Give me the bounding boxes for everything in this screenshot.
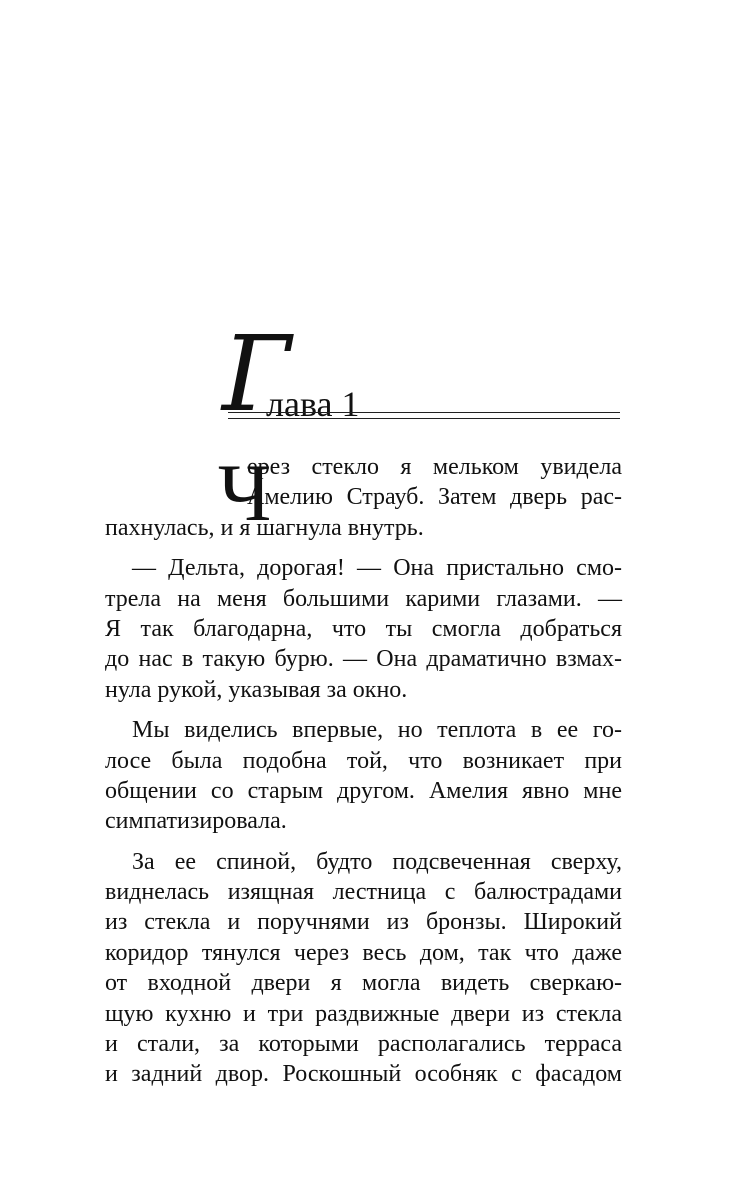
text-line: щую кухню и три раздвижные двери из стекла <box>105 1000 622 1027</box>
text-line: и стали, за которыми располагались терраса <box>105 1031 622 1058</box>
text-line: — Дельта, дорогая! — Она пристально смо- <box>132 555 622 582</box>
body-text <box>105 447 622 1090</box>
paragraph-3 <box>105 715 622 837</box>
text-line: до нас в такую бурю. — Она драматично взмах- <box>105 646 622 673</box>
text-line: из стекла и поручнями из бронзы. Широкий <box>105 909 622 936</box>
chapter-rule-bottom <box>228 418 620 419</box>
text-line: лосе была подобна той, что возникает при <box>105 747 622 774</box>
text-line: виднелась изящная лестница с балюстрадами <box>105 879 622 906</box>
text-line: коридор тянулся через весь дом, так что даже <box>105 939 622 966</box>
text-line: Амелию Страуб. Затем дверь рас- <box>247 484 622 511</box>
text-line: пахнулась, и я шагнула внутрь. <box>105 514 424 541</box>
chapter-heading <box>222 313 622 442</box>
text-line: За ее спиной, будто подсвеченная сверху, <box>132 848 622 875</box>
text-line: трела на меня большими карими глазами. — <box>105 585 622 612</box>
text-line: нула рукой, указывая за окно. <box>105 676 408 703</box>
paragraph-2 <box>105 553 622 705</box>
text-line: ерез стекло я мельком увидела <box>247 454 622 480</box>
text-line: Я так благодарна, что ты смогла добраться <box>105 615 622 642</box>
chapter-rule-top <box>228 412 620 413</box>
text-line: и задний двор. Роскошный особняк с фасадом <box>105 1061 622 1088</box>
drop-cap: Ч <box>218 447 272 538</box>
chapter-initial-letter: Г <box>222 313 291 435</box>
text-line: Мы виделись впервые, но теплота в ее го- <box>132 717 622 744</box>
paragraph-1 <box>105 447 622 543</box>
text-line: симпатизировала. <box>105 808 287 835</box>
paragraph-4 <box>105 847 622 1090</box>
chapter-title: лава 1 <box>266 384 360 424</box>
text-line: общении со старым другом. Амелия явно мне <box>105 777 622 804</box>
text-line: от входной двери я могла видеть сверкаю- <box>105 970 622 997</box>
